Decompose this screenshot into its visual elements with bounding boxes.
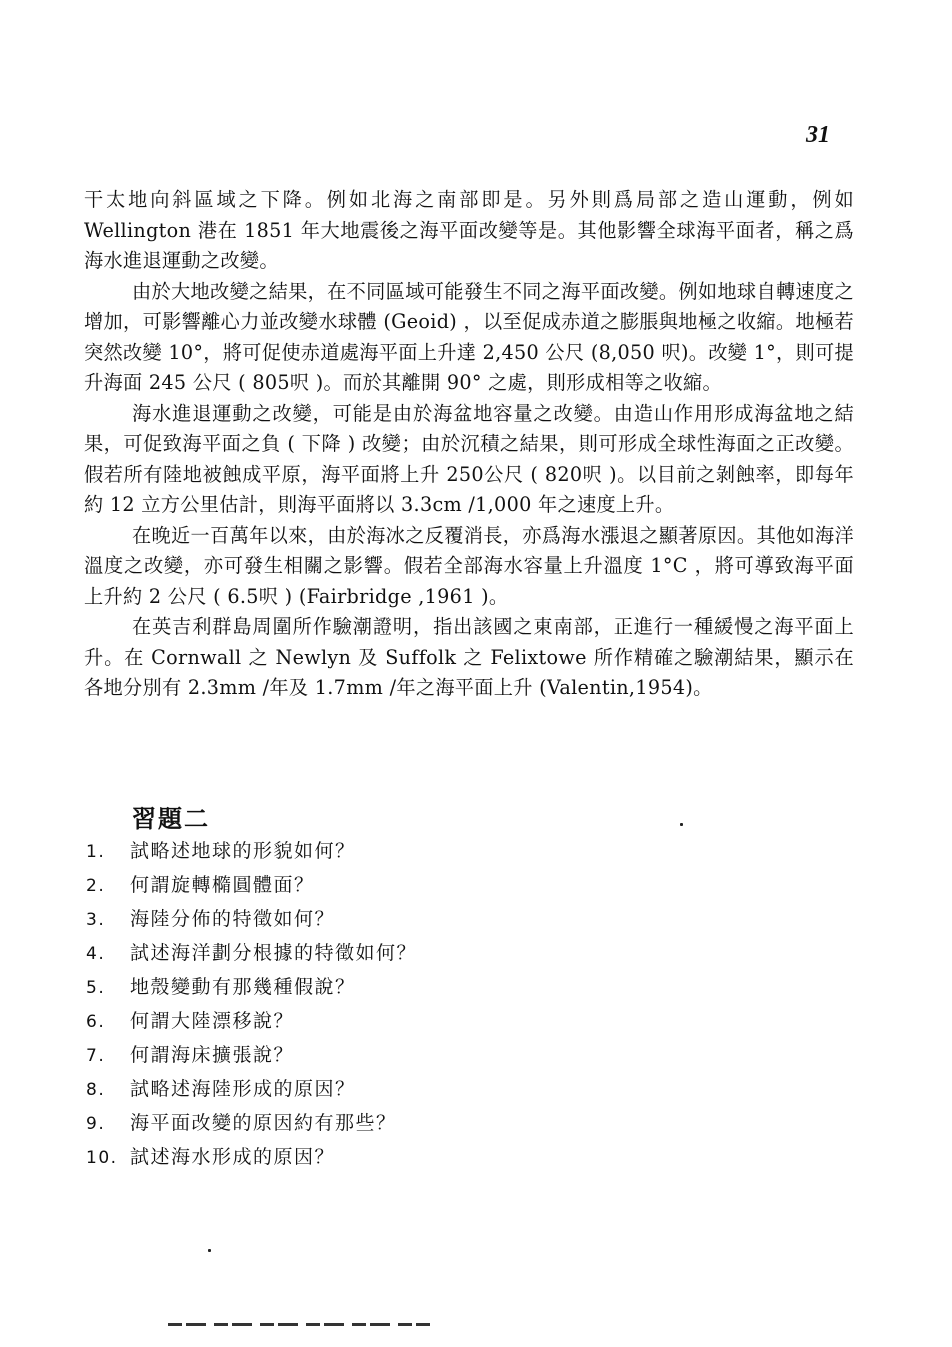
scan-artifact-line bbox=[168, 1323, 430, 1326]
paragraph: 在晚近一百萬年以來，由於海冰之反覆消長，亦爲海水漲退之顯著原因。其他如海洋溫度之改變，亦可發生相關之影響。假若全部海水容量上升溫度 1°C ，將可導致海平面上升約 2 公尺 ( 6.5呎 ) (Fairbridge ,1961 )。 bbox=[84, 523, 854, 608]
exercise-item bbox=[86, 1004, 417, 1038]
exercise-question: 何謂海床擴張說？ bbox=[130, 1044, 295, 1066]
exercise-number: 5. bbox=[86, 978, 106, 998]
paragraph: 由於大地改變之結果，在不同區域可能發生不同之海平面改變。例如地球自轉速度之增加，可影響離心力並改變水球體 (Geoid) ，以至促成赤道之膨脹與地極之收縮。地極若突然改變 10°，將可促使赤道處海平面上升達 2,450 公尺 (8,050 呎)。改變 1°，則可提升海面 245 公尺 ( 805呎 )。而於其離開 90° 之處，則形成相等之收縮。 bbox=[84, 279, 854, 394]
paragraph: 海水進退運動之改變，可能是由於海盆地容量之改變。由造山作用形成海盆地之結果，可促致海平面之負 ( 下降 ) 改變；由於沉積之結果，則可形成全球性海面之正改變。假若所有陸地被蝕成平原，海平面將上升 250公尺 ( 820呎 )。以目前之剝蝕率，即每年約 12 立方公里估計，則海平面將以 3.3cm /1,000 年之速度上升。 bbox=[84, 401, 854, 516]
exercise-number: 10. bbox=[86, 1148, 118, 1168]
exercise-item bbox=[86, 902, 417, 936]
exercise-question: 地殼變動有那幾種假說？ bbox=[130, 976, 356, 998]
exercise-number: 8. bbox=[86, 1080, 106, 1100]
exercise-item bbox=[86, 936, 417, 970]
paragraph: 在英吉利群島周圍所作驗潮證明，指出該國之東南部，正進行一種緩慢之海平面上升。在 Cornwall 之 Newlyn 及 Suffolk 之 Felixtowe 所作精確之驗潮結果，顯示在各地分別有 2.3mm /年及 1.7mm /年之海平面上升 (Valentin,1954)。 bbox=[84, 615, 854, 699]
exercise-question: 試略述海陸形成的原因？ bbox=[130, 1078, 356, 1100]
exercise-number: 2. bbox=[86, 876, 106, 896]
exercise-number: 1. bbox=[86, 842, 106, 862]
exercise-question: 何謂旋轉橢圓體面？ bbox=[130, 874, 315, 896]
body-text bbox=[84, 185, 854, 704]
exercise-question: 海平面改變的原因約有那些？ bbox=[130, 1112, 397, 1134]
exercise-list bbox=[86, 834, 417, 1174]
exercise-number: 6. bbox=[86, 1012, 106, 1032]
scan-speck bbox=[208, 1249, 211, 1252]
exercise-question: 試略述地球的形貌如何？ bbox=[130, 840, 356, 862]
exercise-number: 7. bbox=[86, 1046, 106, 1066]
exercise-question: 何謂大陸漂移說？ bbox=[130, 1010, 295, 1032]
exercise-item bbox=[86, 834, 417, 868]
exercise-item bbox=[86, 970, 417, 1004]
exercise-question: 試述海水形成的原因？ bbox=[130, 1146, 336, 1168]
page-number: 31 bbox=[806, 122, 830, 148]
exercise-title: 習題二 bbox=[132, 805, 210, 833]
exercise-question: 海陸分佈的特徵如何？ bbox=[130, 908, 336, 930]
exercise-item bbox=[86, 1106, 417, 1140]
exercise-number: 3. bbox=[86, 910, 106, 930]
paragraph: 干太地向斜區域之下降。例如北海之南部即是。另外則爲局部之造山運動，例如 Wellington 港在 1851 年大地震後之海平面改變等是。其他影響全球海平面者，稱之爲海水進退運動之改變。 bbox=[84, 188, 854, 272]
exercise-item bbox=[86, 868, 417, 902]
exercise-item bbox=[86, 1140, 417, 1174]
exercise-number: 4. bbox=[86, 944, 106, 964]
exercise-item bbox=[86, 1038, 417, 1072]
scan-speck bbox=[680, 823, 683, 826]
exercise-question: 試述海洋劃分根據的特徵如何？ bbox=[130, 942, 418, 964]
exercise-item bbox=[86, 1072, 417, 1106]
exercise-number: 9. bbox=[86, 1114, 106, 1134]
